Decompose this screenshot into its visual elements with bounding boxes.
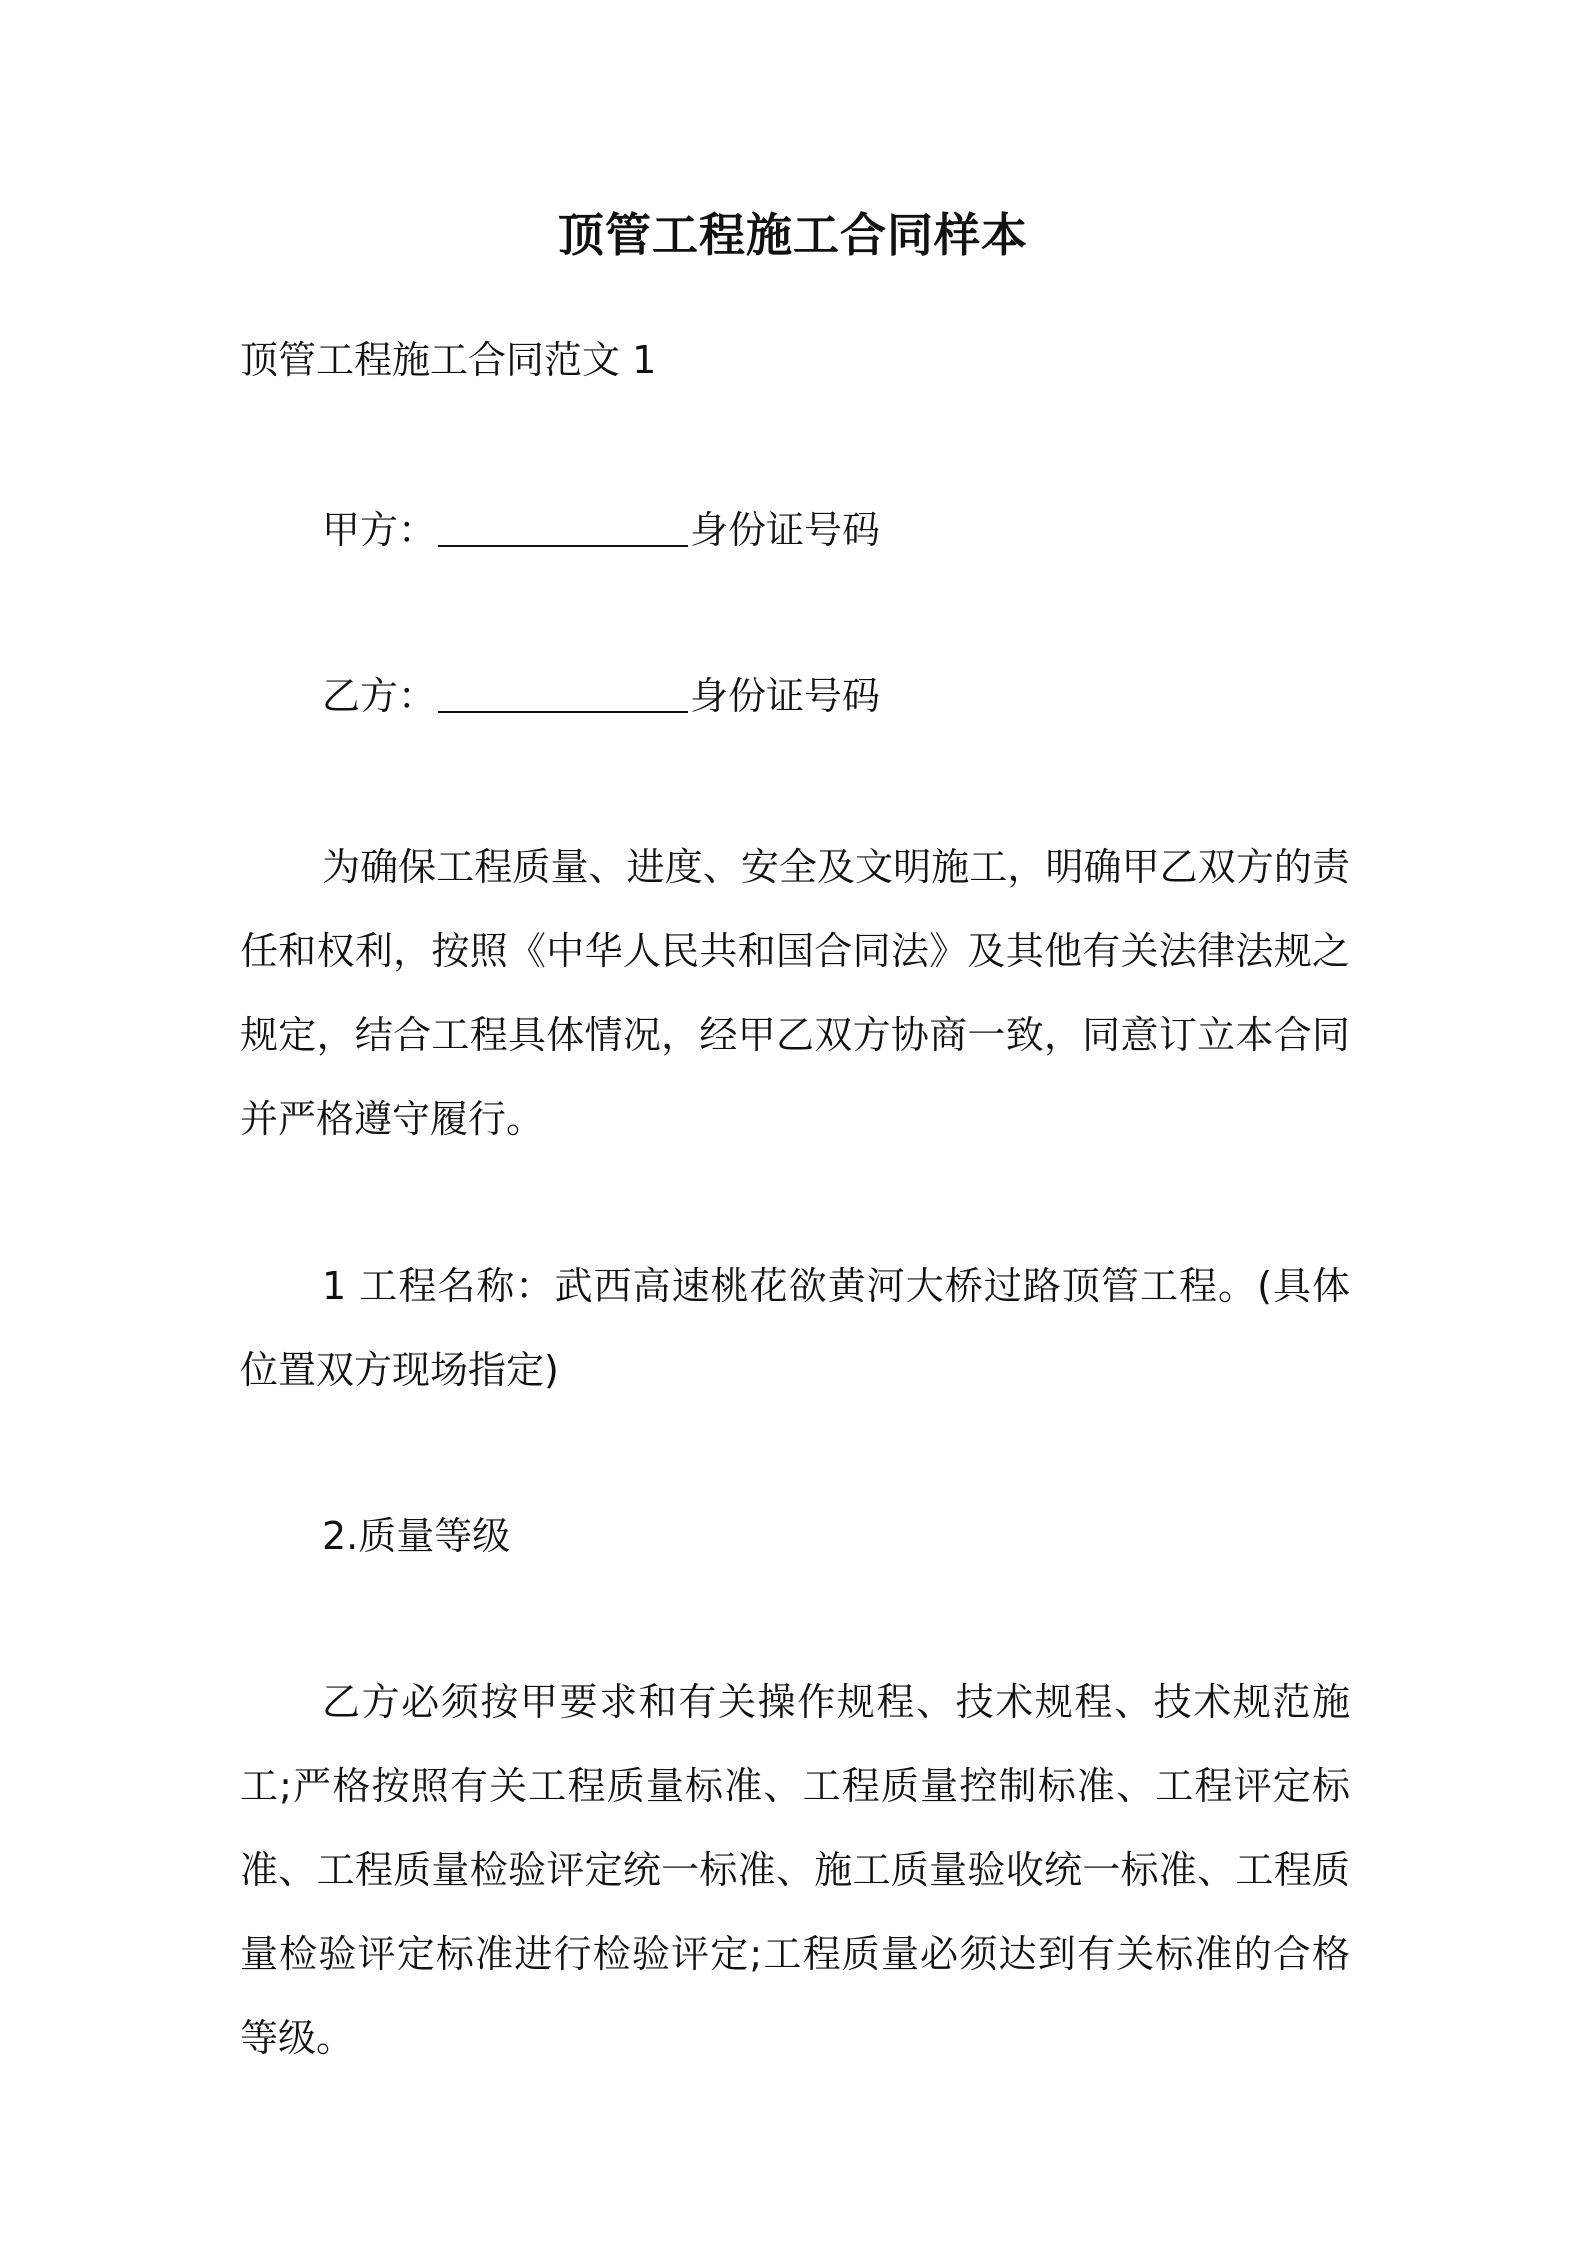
clause-1-paragraph: 1 工程名称：武西高速桃花欲黄河大桥过路顶管工程。(具体位置双方现场指定): [240, 1264, 1350, 1392]
party-a-blank: [438, 505, 688, 547]
party-a-label: 甲方：: [322, 508, 437, 552]
clause-2-heading: 2.质量等级: [322, 1514, 511, 1558]
party-b-blank: [438, 671, 688, 713]
party-a-id-label: 身份证号码: [690, 508, 881, 552]
document-subtitle: 顶管工程施工合同范文 1: [240, 338, 657, 382]
clause-2-paragraph: 乙方必须按甲要求和有关操作规程、技术规程、技术规范施工;严格按照有关工程质量标准、工程质量控制标准、工程评定标准、工程质量检验评定统一标准、施工质量验收统一标准、工程质量检验评定标准进行检验评定;工程质量必须达到有关标准的合格等级。: [240, 1680, 1350, 2060]
preamble-paragraph: 为确保工程质量、进度、安全及文明施工，明确甲乙双方的责任和权利，按照《中华人民共和国合同法》及其他有关法律法规之规定，结合工程具体情况，经甲乙双方协商一致，同意订立本合同并严格遵守履行。: [240, 845, 1350, 1141]
party-a-line: [322, 502, 880, 558]
document-title: 顶管工程施工合同样本: [558, 208, 1028, 262]
party-b-id-label: 身份证号码: [690, 674, 881, 718]
party-b-line: [322, 668, 880, 724]
party-b-label: 乙方：: [322, 674, 437, 718]
